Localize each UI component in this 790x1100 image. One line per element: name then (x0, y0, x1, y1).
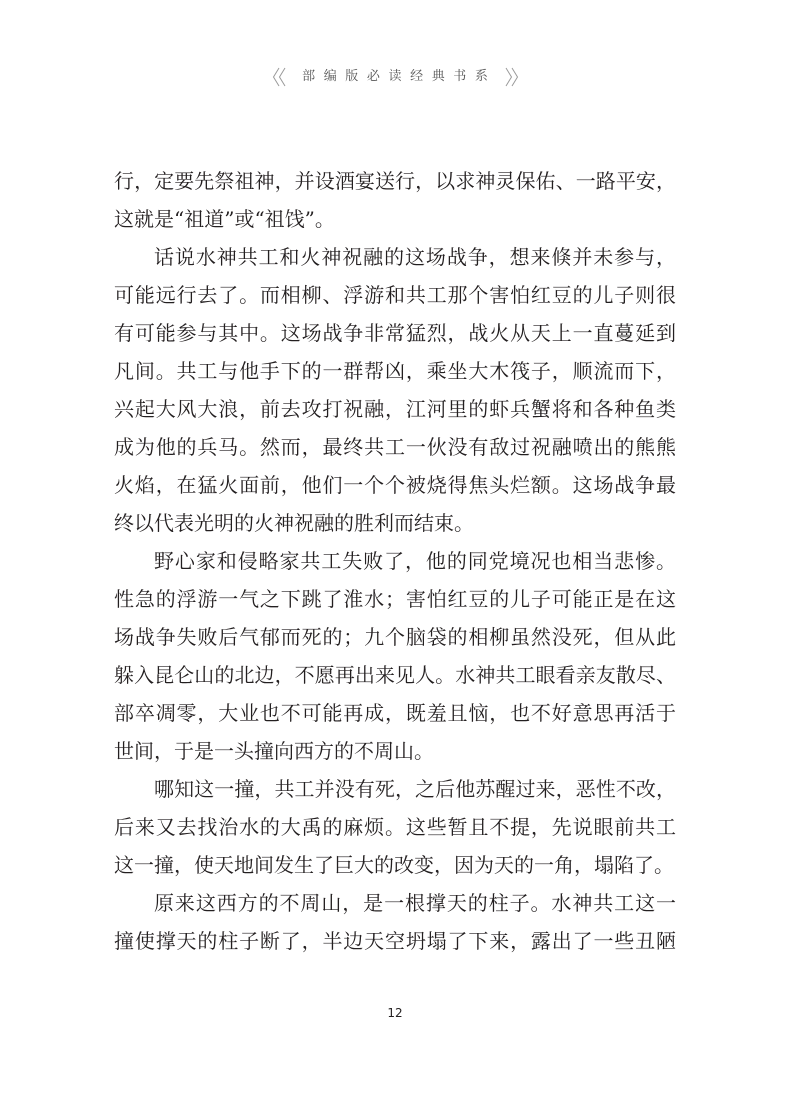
body-text-line: 场战争失败后气郁而死的；九个脑袋的相柳虽然没死，但从此 (114, 625, 676, 649)
paragraph (114, 542, 676, 770)
body-text-line: 兴起大风大浪，前去攻打祝融，江河里的虾兵蟹将和各种鱼类 (114, 397, 676, 421)
paragraph (114, 162, 676, 238)
body-text-line: 凡间。共工与他手下的一群帮凶，乘坐大木筏子，顺流而下， (114, 359, 676, 383)
right-double-chevron-icon (505, 67, 519, 87)
paragraph (114, 884, 676, 960)
paragraph (114, 770, 676, 884)
body-text-line: 行，定要先祭祖神，并设酒宴送行，以求神灵保佑、一路平安， (114, 169, 676, 193)
body-text-line: 躲入昆仑山的北边，不愿再出来见人。水神共工眼看亲友散尽、 (114, 663, 676, 687)
series-header (0, 66, 790, 88)
body-text-line: 后来又去找治水的大禹的麻烦。这些暂且不提，先说眼前共工 (114, 815, 676, 839)
body-text-line: 成为他的兵马。然而，最终共工一伙没有敌过祝融喷出的熊熊 (114, 435, 676, 459)
body-text-line: 这就是“祖道”或“祖饯”。 (114, 207, 335, 231)
body-text-line: 部卒凋零，大业也不可能再成，既羞且恼，也不好意思再活于 (114, 701, 676, 725)
body-text-line: 世间，于是一头撞向西方的不周山。 (114, 739, 434, 763)
body-text-line: 性急的浮游一气之下跳了淮水；害怕红豆的儿子可能正是在这 (114, 587, 676, 611)
body-text-line: 野心家和侵略家共工失败了，他的同党境况也相当悲惨。 (154, 549, 676, 573)
body-text-line: 撞使撑天的柱子断了，半边天空坍塌了下来，露出了一些丑陋 (114, 929, 676, 953)
paragraph (114, 238, 676, 542)
body-text-line: 有可能参与其中。这场战争非常猛烈，战火从天上一直蔓延到 (114, 321, 676, 345)
body-text-line: 火焰，在猛火面前，他们一个个被烧得焦头烂额。这场战争最 (114, 473, 676, 497)
left-double-chevron-icon (272, 67, 286, 87)
body-text-line: 哪知这一撞，共工并没有死，之后他苏醒过来，恶性不改， (154, 777, 676, 801)
body-text-line: 原来这西方的不周山，是一根撑天的柱子。水神共工这一 (154, 891, 676, 915)
series-title: 部编版必读经典书系 (302, 69, 497, 84)
page-number: 12 (387, 1006, 403, 1020)
body-text-line: 终以代表光明的火神祝融的胜利而结束。 (114, 511, 474, 535)
body-text (114, 162, 676, 960)
body-text-line: 可能远行去了。而相柳、浮游和共工那个害怕红豆的儿子则很 (114, 283, 676, 307)
body-text-line: 这一撞，使天地间发生了巨大的改变，因为天的一角，塌陷了。 (114, 853, 674, 877)
body-text-line: 话说水神共工和火神祝融的这场战争，想来倏并未参与， (154, 245, 676, 269)
